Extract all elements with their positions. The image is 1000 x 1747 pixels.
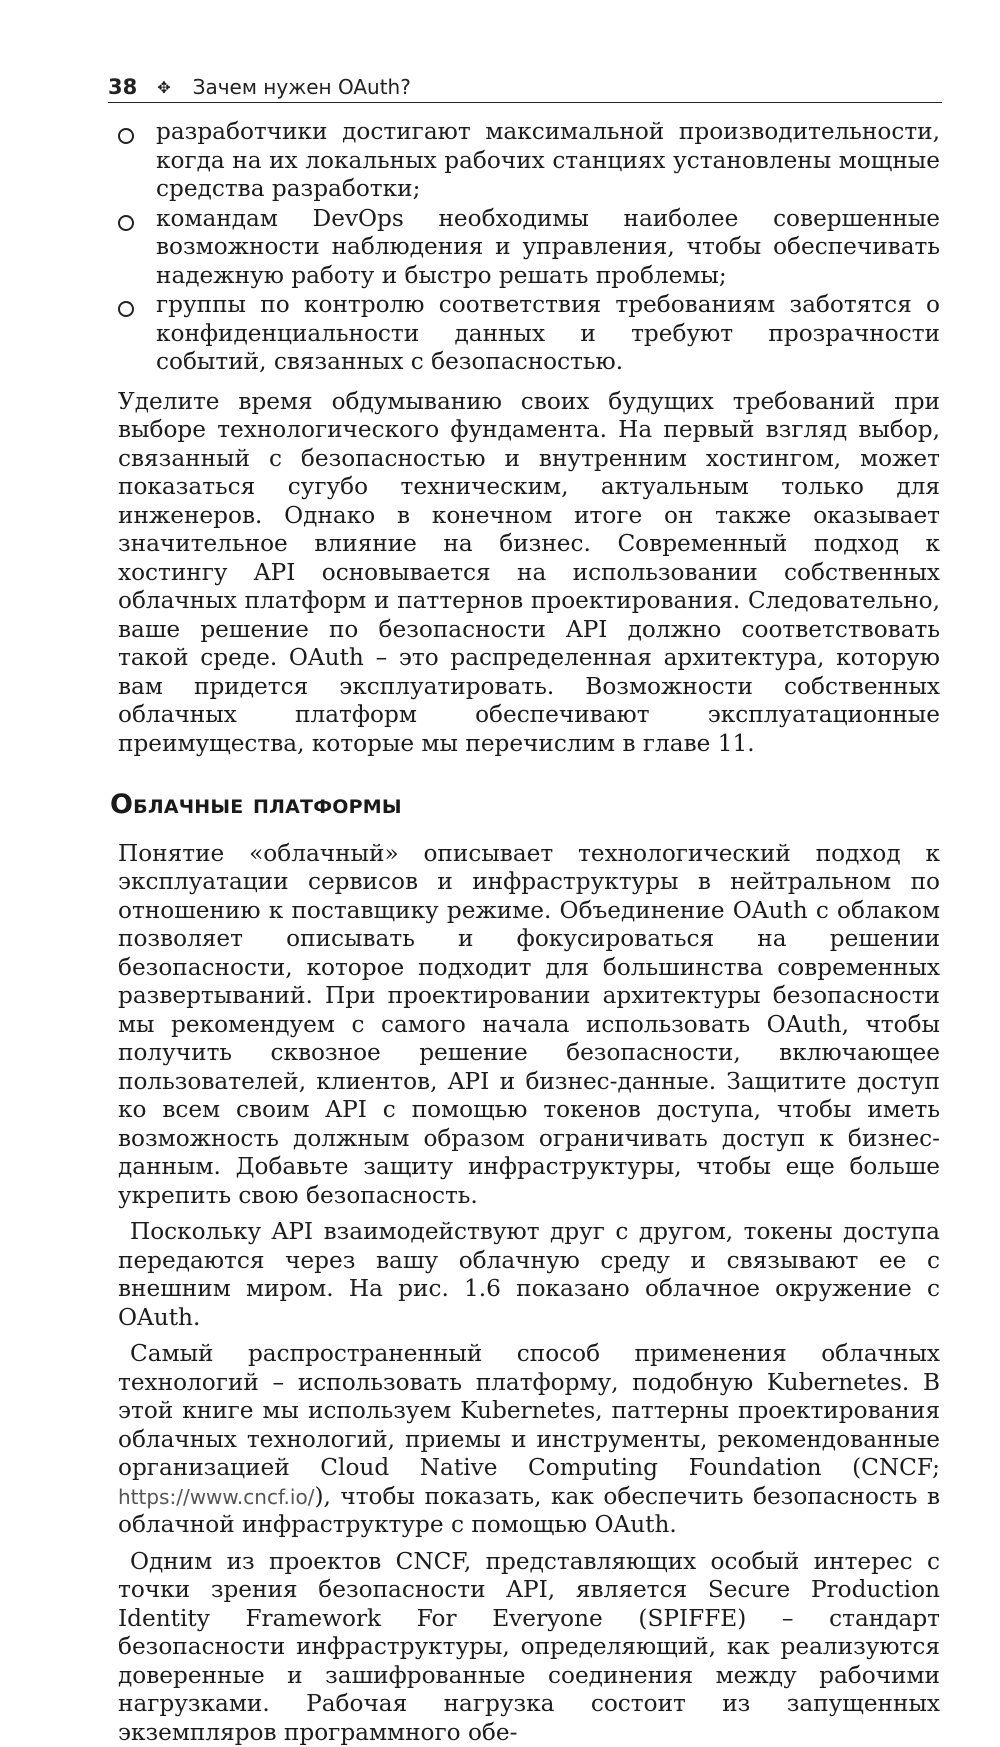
- ornament-icon: ✥: [157, 78, 170, 97]
- body-paragraph: [118, 1340, 940, 1540]
- body-paragraph: Одним из проектов CNCF, представляющих особый интерес с точки зрения безопасности API, является Secure Production Identity Framework For Everyone (SPIFFE) – стандарт безопасности инфраструктуры, определяющий, как реализуются доверенные и зашифрованные соединения между рабочими нагрузками. Рабочая нагрузка состоит из запущенных экземпляров программного обе-: [118, 1548, 940, 1747]
- list-item-text: разработчики достигают максимальной производительности, когда на их локальных рабочих станциях установлены мощные средства разработки;: [156, 118, 940, 202]
- list-item: [118, 118, 940, 204]
- bullet-list: [118, 118, 940, 377]
- body-paragraph: Понятие «облачный» описывает технологический подход к эксплуатации сервисов и инфраструктуры в нейтральном по отношению к поставщику режиме. Объединение OAuth с облаком позволяет описывать и фокусироваться на решении безопасности, которое подходит для большинства современных развертываний. При проектировании архитектуры безопасности мы рекомендуем с самого начала использовать OAuth, чтобы получить сквозное решение безопасности, включающее пользователей, клиентов, API и бизнес-данные. Защитите доступ ко всем своим API с помощью токенов доступа, чтобы иметь возможность должным образом ограничивать доступ к бизнес-данным. Добавьте защиту инфраструктуры, чтобы еще больше укрепить свою безопасность.: [118, 840, 940, 1211]
- circle-bullet-icon: [118, 128, 134, 144]
- circle-bullet-icon: [118, 215, 134, 231]
- running-header: [108, 72, 942, 103]
- circle-bullet-icon: [118, 301, 134, 317]
- intro-paragraph: Уделите время обдумыванию своих будущих требований при выборе технологического фундамента. На первый взгляд выбор, связанный с безопасностью и внутренним хостингом, может показаться сугубо техническим, актуальным только для инженеров. Однако в конечном итоге он также оказывает значительное влияние на бизнес. Современный подход к хостингу API основывается на использовании собственных облачных платформ и паттернов проектирования. Следовательно, ваше решение по безопасности API должно соответствовать такой среде. OAuth – это распределенная архитектура, которую вам придется эксплуатировать. Возможности собственных облачных платформ обеспечивают эксплуатационные преимущества, которые мы перечислим в главе 11.: [118, 388, 940, 759]
- section-heading: Облачные платформы: [110, 791, 940, 820]
- body-paragraph: Поскольку API взаимодействуют друг с другом, токены доступа передаются через вашу облачную среду и связывают ее с внешним миром. На рис. 1.6 показано облачное окружение с OAuth.: [118, 1218, 940, 1332]
- cncf-link[interactable]: https://www.cncf.io/: [118, 1485, 314, 1509]
- page-body: [118, 118, 940, 1747]
- list-item-text: командам DevOps необходимы наиболее совершенные возможности наблюдения и управления, чтобы обеспечивать надежную работу и быстро решать проблемы;: [156, 205, 940, 289]
- paragraph-text: ), чтобы показать, как обеспечить безопасность в облачной инфраструктуре с помощью OAuth.: [118, 1483, 940, 1539]
- chapter-title: Зачем нужен OAuth?: [193, 75, 411, 99]
- list-item-text: группы по контролю соответствия требованиям заботятся о конфиденциальности данных и требуют прозрачности событий, связанных с безопасностью.: [156, 291, 940, 375]
- list-item: [118, 291, 940, 377]
- paragraph-text: Самый распространенный способ применения облачных технологий – использовать платформу, подобную Kubernetes. В этой книге мы используем Kubernetes, паттерны проектирования облачных технологий, приемы и инструменты, рекомендованные организацией Cloud Native Computing Foundation (CNCF;: [118, 1340, 940, 1481]
- page-number: 38: [108, 75, 137, 99]
- list-item: [118, 205, 940, 291]
